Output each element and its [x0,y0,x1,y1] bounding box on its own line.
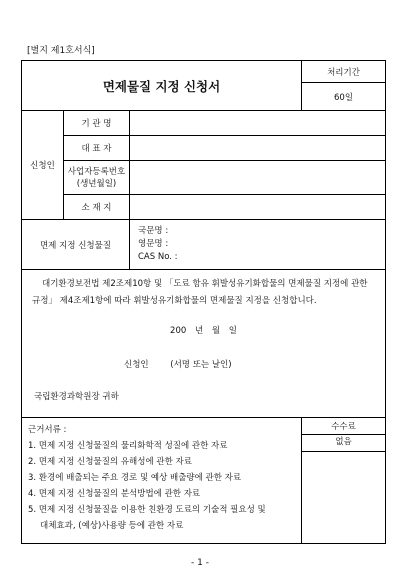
korean-name-label: 국문명 : [138,226,169,236]
page-number: - 1 - [191,558,209,568]
applicant-group-label: 신청인 [22,111,64,220]
application-date[interactable]: 200 년 월 일 [170,326,237,336]
form-id-label: [별지 제1호서식] [27,46,95,56]
business-number-label: 사업자등록번호 (생년월일) [64,161,130,195]
substance-label: 면제 지정 신청물질 [22,220,130,270]
form-title: 면제물질 지정 신청서 [22,61,302,111]
english-name-label: 영문명 : [138,239,169,249]
processing-period-label: 처리기간 [302,61,386,83]
address-field[interactable] [130,195,386,220]
institution-name-label: 기 관 명 [64,111,130,136]
institution-name-field[interactable] [130,111,386,136]
attachment-item: 4. 면제 지정 신청물질의 분석방법에 관한 자료 [28,489,201,499]
attachment-item: 1. 면제 지정 신청물질의 물리화학적 성질에 관한 자료 [28,441,228,451]
attachment-item: 3. 환경에 배출되는 주요 경로 및 예상 배출량에 관한 자료 [28,473,242,483]
substance-names[interactable] [130,220,386,270]
processing-period-value: 60일 [302,83,386,111]
attachment-item-continuation: 대체효과, (예상)사용량 등에 관한 자료 [40,521,184,531]
recipient: 국립환경과학원장 귀하 [34,392,119,402]
fee-label: 수수료 [302,418,386,435]
fee-blank [302,452,386,544]
address-label: 소 재 지 [64,195,130,220]
representative-label: 대 표 자 [64,136,130,161]
attachments-heading: 근거서류 : [28,425,67,435]
application-statement: 대기환경보전법 제2조제10항 및 「도료 함유 휘발성유기화합물의 면제물질 지정에 관한 규정」 제4조제1항에 따라 휘발성유기화합물의 면제물질 지정을 신청합니다. [32,279,368,306]
cas-no-label: CAS No. : [138,252,178,262]
application-body [22,270,386,418]
applicant-signature[interactable]: 신청인 (서명 또는 날인) [124,360,232,370]
application-form [21,60,386,544]
attachment-item: 2. 면제 지정 신청물질의 유해성에 관한 자료 [28,457,192,467]
representative-field[interactable] [130,136,386,161]
attachments-section [22,418,302,544]
fee-value: 없음 [302,435,386,452]
business-number-field[interactable] [130,161,386,195]
attachment-item: 5. 면제 지정 신청물질을 이용한 친환경 도료의 기술적 필요성 및 [28,505,266,515]
